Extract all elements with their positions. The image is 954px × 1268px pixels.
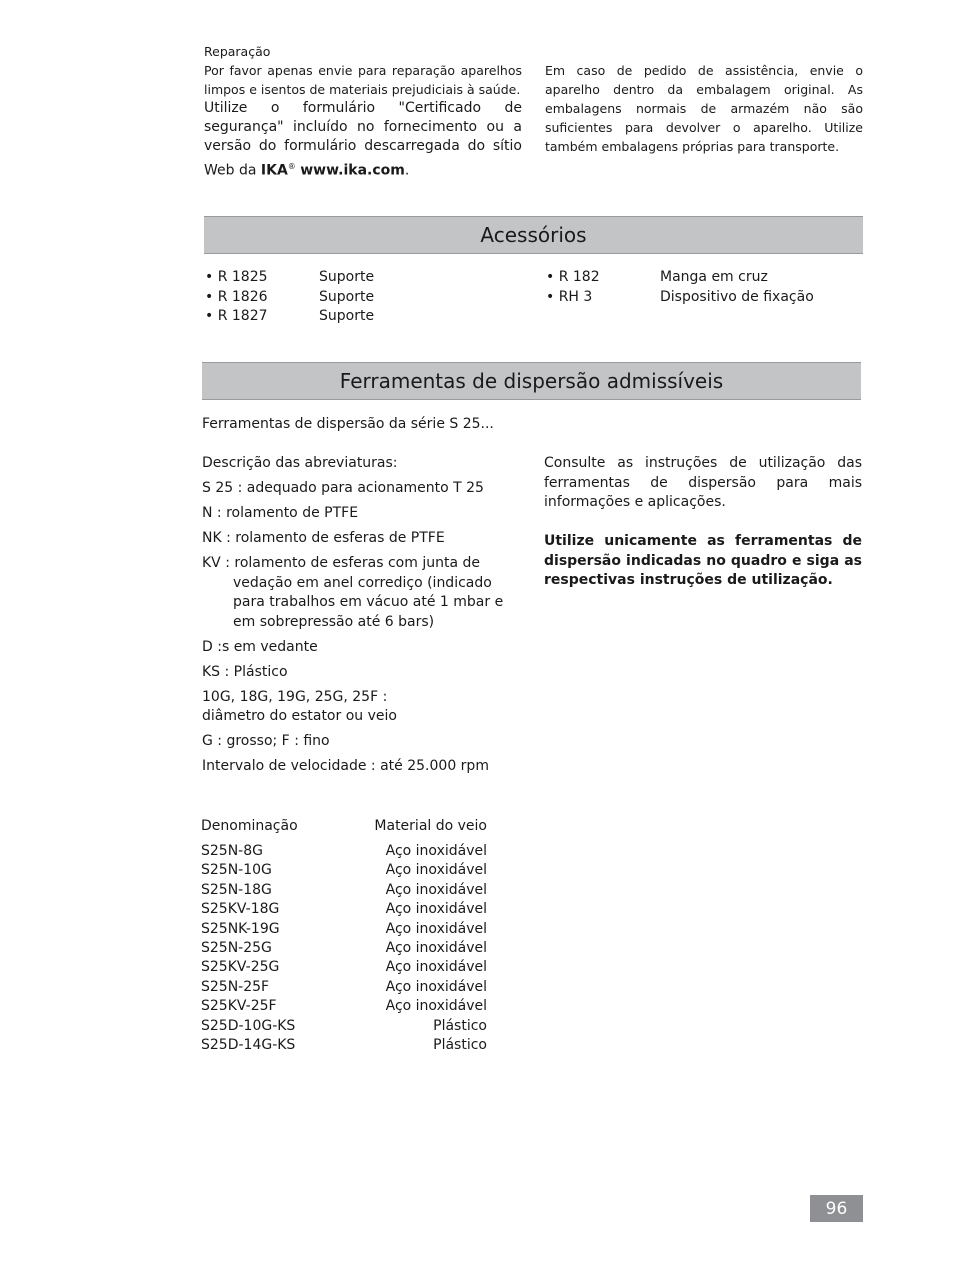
abbr-title: Descrição das abreviaturas: — [202, 455, 398, 471]
accessory-desc: Dispositivo de fixação — [660, 289, 814, 305]
tools-heading: Ferramentas de dispersão admissíveis — [339, 369, 724, 393]
tools-heading-bar — [202, 362, 861, 400]
abbr-item: S 25 : adequado para acionamento T 25 — [202, 480, 484, 496]
tools-series-title: Ferramentas de dispersão da série S 25... — [202, 416, 494, 432]
page-number: 96 — [810, 1195, 863, 1222]
tool-name: S25D-14G-KS — [201, 1037, 296, 1053]
abbr-item: N : rolamento de PTFE — [202, 505, 359, 521]
tool-name: S25N-8G — [201, 843, 263, 859]
column-header-name: Denominação — [201, 818, 298, 834]
accessory-desc: Suporte — [319, 289, 375, 305]
table-row — [201, 881, 487, 900]
tool-name: S25NK-19G — [201, 920, 280, 937]
table-header — [201, 817, 487, 836]
accessories-heading: Acessórios — [480, 223, 587, 247]
website-link[interactable]: www.ika.com — [300, 162, 405, 179]
repair-paragraph-2-text: Utilize o formulário "Certificado de segurança" incluído no fornecimento ou a versão do formulário descarregada do sítio Web da — [204, 100, 522, 179]
repair-paragraph-2 — [204, 99, 522, 180]
table-row — [201, 997, 487, 1016]
abbr-item: diâmetro do estator ou veio — [202, 708, 397, 724]
tool-material: Aço inoxidável — [385, 959, 487, 976]
accessory-code: • RH 3 — [546, 289, 593, 305]
table-row — [201, 939, 487, 958]
accessory-code: • R 1826 — [205, 289, 268, 305]
tool-material: Aço inoxidável — [385, 843, 487, 859]
tool-name: S25N-10G — [201, 862, 272, 879]
brand-name: IKA — [260, 162, 288, 179]
tool-material: Aço inoxidável — [385, 920, 487, 937]
tool-material: Plástico — [433, 1017, 487, 1034]
table-row — [201, 958, 487, 977]
abbr-item: 10G, 18G, 19G, 25G, 25F : — [202, 688, 388, 705]
repair-paragraph-2-end: . — [404, 162, 410, 179]
tool-material: Aço inoxidável — [385, 901, 487, 918]
tool-name: S25N-18G — [201, 881, 272, 898]
table-row — [201, 1017, 487, 1036]
tools-note-2: Utilize unicamente as ferramentas de dispersão indicadas no quadro e siga as respectivas instruções de utilização. — [544, 533, 862, 588]
tool-name: S25N-25G — [201, 940, 272, 956]
abbr-list — [202, 479, 522, 782]
abbr-item: KS : Plástico — [202, 663, 288, 680]
accessories-heading-bar — [204, 216, 863, 254]
tool-material: Aço inoxidável — [385, 940, 487, 956]
abbr-item: D :s em vedante — [202, 638, 318, 655]
table-row — [201, 900, 487, 919]
tool-material: Aço inoxidável — [385, 998, 487, 1015]
accessory-desc: Suporte — [319, 269, 375, 285]
accessory-code: • R 182 — [546, 269, 600, 285]
tool-name: S25KV-25G — [201, 959, 280, 976]
accessory-code: • R 1827 — [205, 308, 268, 324]
abbr-item: NK : rolamento de esferas de PTFE — [202, 530, 445, 546]
tool-name: S25KV-18G — [201, 901, 280, 918]
tool-material: Aço inoxidável — [385, 881, 487, 898]
repair-paragraph-3: Em caso de pedido de assistência, envie o aparelho dentro da embalagem original. As embalagens normais de armazém não são suficientes para devolver o aparelho. Utilize também embalagens próprias para transporte. — [545, 63, 863, 154]
tool-material: Plástico — [433, 1037, 487, 1053]
table-row — [201, 978, 487, 997]
tool-material: Aço inoxidável — [385, 862, 487, 879]
tool-name: S25KV-25F — [201, 998, 277, 1015]
accessory-code: • R 1825 — [205, 269, 268, 285]
accessory-desc: Manga em cruz — [660, 269, 768, 285]
tool-name: S25D-10G-KS — [201, 1017, 296, 1034]
abbr-item: KV : rolamento de esferas com junta de vedação em anel corrediço (indicado para trabalhos em vácuo até 1 mbar e em sobrepressão até 6 bars) — [202, 555, 504, 630]
abbr-item: G : grosso; F : fino — [202, 733, 330, 749]
table-row — [201, 920, 487, 939]
tool-material: Aço inoxidável — [385, 978, 487, 995]
tool-name: S25N-25F — [201, 978, 270, 995]
abbr-item: Intervalo de velocidade : até 25.000 rpm — [202, 758, 489, 774]
repair-paragraph-1: Por favor apenas envie para reparação aparelhos limpos e isentos de materiais prejudiciais à saúde. — [204, 63, 522, 97]
accessory-desc: Suporte — [319, 308, 375, 324]
table-row — [201, 1036, 487, 1055]
table-row — [201, 861, 487, 880]
column-header-material: Material do veio — [374, 818, 487, 834]
registered-mark: ® — [287, 161, 296, 171]
repair-title: Reparação — [204, 44, 271, 59]
table-row — [201, 842, 487, 861]
tools-note-1: Consulte as instruções de utilização das ferramentas de dispersão para mais informações e aplicações. — [544, 455, 862, 510]
